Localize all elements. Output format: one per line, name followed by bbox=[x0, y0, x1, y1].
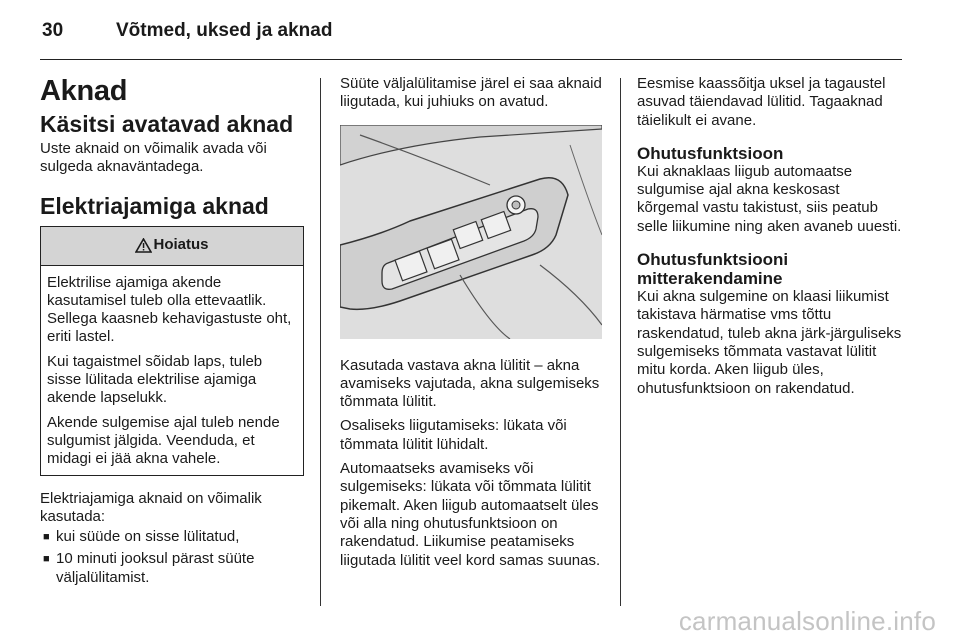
warning-paragraph: Akende sulgemise ajal tuleb nende sulgumist jälgida. Veenduda, et midagi ei jää akna vahele. bbox=[47, 413, 280, 468]
usage-text: Elektriajamiga aknaid on võimalik kasutada: bbox=[40, 489, 262, 525]
rear-switches-text: Eesmise kaassõitja uksel ja tagaustel asuvad täiendavad lülitid. Tagaaknad täielikult ei avane. bbox=[637, 75, 886, 129]
list-item: ■ kui süüde on sisse lülitatud, bbox=[40, 528, 304, 546]
warning-box bbox=[40, 226, 304, 476]
heading-power-windows: Elektriajamiga aknad bbox=[40, 192, 269, 219]
column-divider-1 bbox=[320, 78, 321, 606]
safety-function-text: Kui aknaklaas liigub automaatse sulgumise ajal akna keskosast kõrgemal vastu takistust, siis peatub selle liikumine ning aken avaneb uuesti. bbox=[637, 162, 902, 235]
warning-paragraph: Kui tagaistmel sõidab laps, tuleb sisse lülitada elektrilise ajamiga akende lapselukk. bbox=[47, 352, 263, 407]
heading-safety-override: Ohutusfunktsiooni mitterakendamine bbox=[637, 250, 789, 289]
column-2 bbox=[340, 75, 606, 576]
header-rule bbox=[40, 59, 902, 60]
section-heading-windows: Aknad bbox=[40, 75, 128, 107]
partial-move-text: Osaliseks liigutamiseks: lükata või tõmmata lülitit lühidalt. bbox=[340, 417, 567, 453]
safety-override-text: Kui akna sulgemine on klaasi liikumist takistava härmatise vms tõttu raskendatud, tuleb akna järk-järguliseks sulgemiseks tõmmata vastavat lülitit mitu korda. Aken liigub üles, ohutusfunktsioon on rakendatud. bbox=[637, 288, 902, 397]
manual-windows-text: Uste aknaid on võimalik avada või sulgeda aknaväntadega. bbox=[40, 140, 267, 176]
column-3 bbox=[637, 75, 903, 404]
window-switch-illustration bbox=[340, 125, 602, 339]
auto-move-text: Automaatseks avamiseks või sulgemiseks: lükata või tõmmata lülitit pikemalt. Aken liigub automaatselt üles või alla ning ohutusfunktsioon on rakendatud. Liikumise peatamiseks liigutada lülitit veel kord samas suunas. bbox=[340, 460, 601, 569]
warning-triangle-icon bbox=[135, 238, 152, 253]
ignition-off-text: Süüte väljalülitamise järel ei saa aknaid liigutada, kui juhiuks on avatud. bbox=[340, 75, 602, 111]
column-1 bbox=[40, 75, 304, 591]
warning-title: Hoiatus bbox=[153, 236, 209, 254]
warning-header bbox=[41, 227, 303, 266]
switch-usage-text: Kasutada vastava akna lülitit – akna avamiseks vajutada, akna sulgemiseks tõmmata lülitit. bbox=[340, 356, 600, 411]
heading-manual-windows: Käsitsi avatavad aknad bbox=[40, 111, 294, 137]
column-divider-2 bbox=[620, 78, 621, 606]
watermark: carmanualsonline.info bbox=[678, 606, 936, 636]
heading-safety-function: Ohutusfunktsioon bbox=[637, 143, 784, 163]
warning-paragraph: Elektrilise ajamiga akende kasutamisel tuleb olla ettevaatlik. Sellega kaasneb kehavigastuste oht, eriti lastel. bbox=[47, 273, 292, 346]
page-number: 30 bbox=[42, 20, 64, 41]
list-item: ■ 10 minuti jooksul pärast süüte väljalülitamist. bbox=[40, 550, 304, 587]
page-header-title: Võtmed, uksed ja aknad bbox=[116, 20, 333, 41]
usage-list bbox=[40, 528, 304, 587]
warning-body bbox=[41, 266, 303, 475]
